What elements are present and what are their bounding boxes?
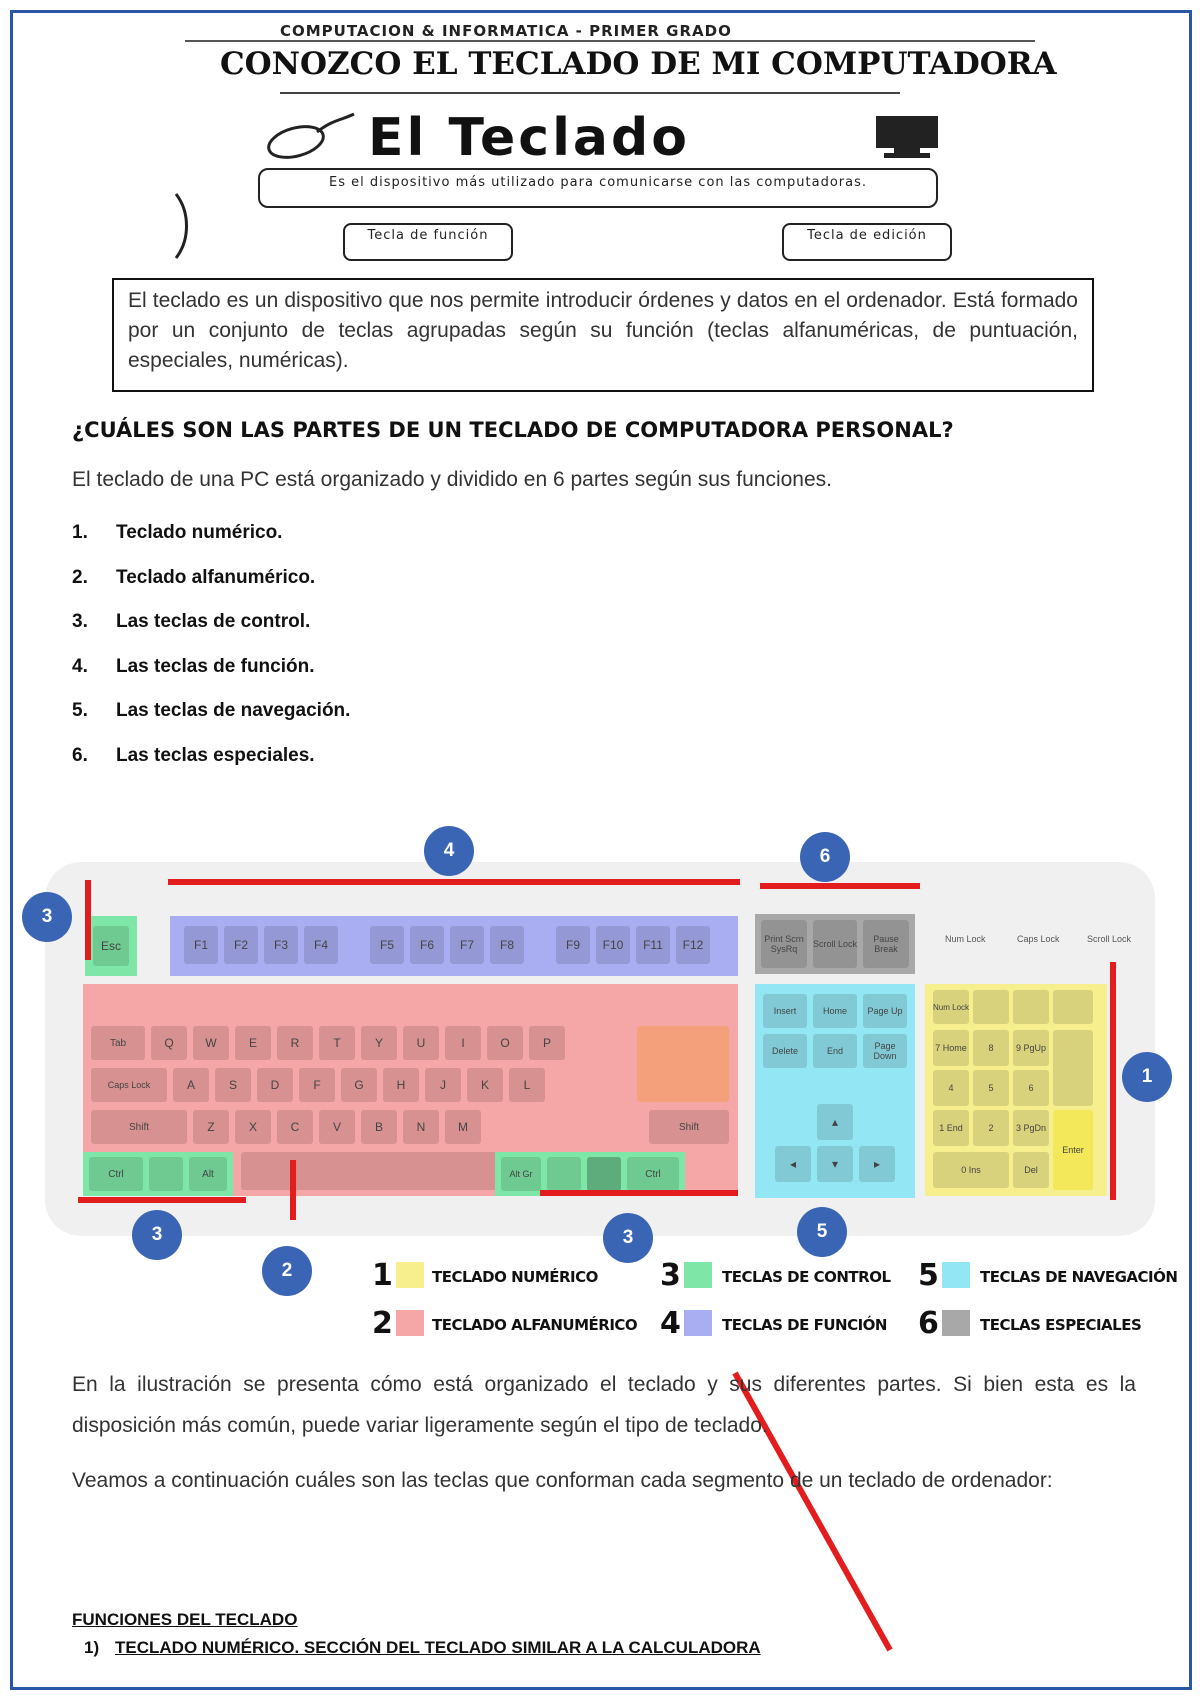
legend-swatch-special (942, 1310, 970, 1336)
edit-key-label: Tecla de edición (782, 223, 952, 261)
menu-key (587, 1157, 621, 1191)
special-keys-zone (755, 914, 915, 974)
list-item: 1. Teclado numérico. (72, 522, 283, 543)
numpad-enter-key: Enter (1053, 1110, 1093, 1190)
windows-key (149, 1157, 183, 1191)
numpad-7-key: 7 Home (933, 1030, 969, 1066)
p-key: P (529, 1026, 565, 1060)
a-key: A (173, 1068, 209, 1102)
bracket-mark (168, 192, 198, 262)
numpad-1-key: 1 End (933, 1110, 969, 1146)
q-key: Q (151, 1026, 187, 1060)
callout-circle: 3 (22, 892, 72, 942)
main-title: El Teclado (368, 108, 690, 168)
function-key-label: Tecla de función (343, 223, 513, 261)
numpad-2-key: 2 (973, 1110, 1009, 1146)
right-shift-key: Shift (649, 1110, 729, 1144)
legend-swatch-numeric (396, 1262, 424, 1288)
d-key: D (257, 1068, 293, 1102)
legend-label: TECLAS DE CONTROL (722, 1268, 891, 1286)
t-key: T (319, 1026, 355, 1060)
callout-circle: 6 (800, 832, 850, 882)
scroll-lock-indicator: Scroll Lock (1087, 934, 1132, 944)
monitor-icon (870, 114, 944, 160)
numpad-5-key: 5 (973, 1070, 1009, 1106)
arrow-down-key: ▾ (817, 1146, 853, 1182)
f11-key: F11 (636, 926, 670, 964)
list-item: 6. Las teclas especiales. (72, 744, 315, 766)
paragraph-segments: Veamos a continuación cuáles son las teclas que conforman cada segmento de un teclado de ordenador: (72, 1469, 1053, 1492)
pause-key: Pause Break (863, 920, 909, 968)
y-key: Y (361, 1026, 397, 1060)
b-key: B (361, 1110, 397, 1144)
marker-line (168, 879, 740, 885)
numpad-minus-key (1053, 990, 1093, 1024)
o-key: O (487, 1026, 523, 1060)
home-key: Home (813, 994, 857, 1028)
n-key: N (403, 1110, 439, 1144)
delete-key: Delete (763, 1034, 807, 1068)
left-shift-key: Shift (91, 1110, 187, 1144)
callout-circle: 1 (1122, 1052, 1172, 1102)
legend-label: TECLADO NUMÉRICO (432, 1268, 598, 1286)
legend-label: TECLAS DE NAVEGACIÓN (980, 1268, 1178, 1286)
print-screen-key: Print Scrn SysRq (761, 920, 807, 968)
left-ctrl-key: Ctrl (89, 1157, 143, 1191)
scroll-lock-key: Scroll Lock (813, 920, 857, 968)
h-key: H (383, 1068, 419, 1102)
list-item: 3. Las teclas de control. (72, 611, 311, 632)
list-item: 4. Las teclas de función. (72, 655, 315, 677)
keyboard-diagram (45, 862, 1155, 1236)
functions-item-number: 1) (84, 1638, 100, 1657)
s-key: S (215, 1068, 251, 1102)
legend-label: TECLAS DE FUNCIÓN (722, 1316, 887, 1334)
callout-circle: 3 (132, 1210, 182, 1260)
intro-box: El teclado es un dispositivo que nos permite introducir órdenes y datos en el ordenador. Está formado por un conjunto de teclas agrupadas según su función (teclas alfanuméricas, de puntuación, especiales, numéricas). (112, 278, 1094, 392)
c-key: C (277, 1110, 313, 1144)
arrow-up-key: ▴ (817, 1104, 853, 1140)
header-divider (185, 40, 1035, 42)
definition-box: Es el dispositivo más utilizado para comunicarse con las computadoras. (258, 168, 938, 208)
f3-key: F3 (264, 926, 298, 964)
tab-key: Tab (91, 1026, 145, 1060)
num-lock-key: Num Lock (933, 990, 969, 1024)
f1-key: F1 (184, 926, 218, 964)
numpad-4-key: 4 (933, 1070, 969, 1106)
f8-key: F8 (490, 926, 524, 964)
x-key: X (235, 1110, 271, 1144)
callout-circle: 2 (262, 1246, 312, 1296)
i-key: I (445, 1026, 481, 1060)
legend-swatch-control (684, 1262, 712, 1288)
page-up-key: Page Up (863, 994, 907, 1028)
f12-key: F12 (676, 926, 710, 964)
j-key: J (425, 1068, 461, 1102)
windows-key-right (547, 1157, 581, 1191)
course-header: COMPUTACION & INFORMATICA - PRIMER GRADO (280, 22, 732, 40)
arrow-left-key: ◂ (775, 1146, 811, 1182)
num-lock-indicator: Num Lock (945, 934, 986, 944)
section-heading: ¿CUÁLES SON LAS PARTES DE UN TECLADO DE COMPUTADORA PERSONAL? (72, 418, 954, 442)
f-key: F (299, 1068, 335, 1102)
list-item: 5. Las teclas de navegación. (72, 700, 351, 721)
r-key: R (277, 1026, 313, 1060)
alt-key: Alt (189, 1157, 227, 1191)
l-key: L (509, 1068, 545, 1102)
marker-line (760, 883, 920, 889)
f7-key: F7 (450, 926, 484, 964)
insert-key: Insert (763, 994, 807, 1028)
e-key: E (235, 1026, 271, 1060)
f4-key: F4 (304, 926, 338, 964)
callout-circle: 3 (603, 1213, 653, 1263)
f2-key: F2 (224, 926, 258, 964)
page-down-key: Page Down (863, 1034, 907, 1068)
functions-heading: FUNCIONES DEL TECLADO (72, 1610, 298, 1629)
numpad-0-key: 0 Ins (933, 1152, 1009, 1188)
f9-key: F9 (556, 926, 590, 964)
esc-zone (85, 916, 137, 976)
k-key: K (467, 1068, 503, 1102)
caps-lock-key: Caps Lock (91, 1068, 167, 1102)
caps-lock-indicator: Caps Lock (1017, 934, 1060, 944)
numpad-plus-key (1053, 1030, 1093, 1106)
legend-label: TECLAS ESPECIALES (980, 1316, 1142, 1334)
enter-key (637, 1026, 729, 1102)
parts-list (72, 522, 350, 789)
esc-key: Esc (93, 926, 129, 966)
list-item: 2. Teclado alfanumérico. (72, 566, 316, 588)
functions-item: TECLADO NUMÉRICO. SECCIÓN DEL TECLADO SIMILAR A LA CALCULADORA (115, 1638, 761, 1657)
end-key: End (813, 1034, 857, 1068)
numpad-9-key: 9 PgUp (1013, 1030, 1049, 1066)
w-key: W (193, 1026, 229, 1060)
marker-line (85, 880, 91, 960)
legend-swatch-navigation (942, 1262, 970, 1288)
v-key: V (319, 1110, 355, 1144)
navigation-zone (755, 984, 915, 1198)
callout-circle: 5 (797, 1207, 847, 1257)
spacebar-key (241, 1152, 511, 1190)
m-key: M (445, 1110, 481, 1144)
legend-swatch-function (684, 1310, 712, 1336)
f10-key: F10 (596, 926, 630, 964)
legend-label: TECLADO ALFANUMÉRICO (432, 1316, 638, 1334)
f6-key: F6 (410, 926, 444, 964)
numpad-3-key: 3 PgDn (1013, 1110, 1049, 1146)
numpad-8-key: 8 (973, 1030, 1009, 1066)
section-lead: El teclado de una PC está organizado y dividido en 6 partes según sus funciones. (72, 468, 832, 491)
marker-line (540, 1190, 738, 1196)
z-key: Z (193, 1110, 229, 1144)
paragraph-layout: En la ilustración se presenta cómo está organizado el teclado y sus diferentes partes. Si bien esta es la disposición más común, puede variar ligeramente según el tipo de teclado. (72, 1373, 1136, 1437)
arrow-right-key: ▸ (859, 1146, 895, 1182)
worksheet-title: CONOZCO EL TECLADO DE MI COMPUTADORA (220, 46, 1057, 82)
legend-swatch-alphanumeric (396, 1310, 424, 1336)
numpad-slash-key (973, 990, 1009, 1024)
numpad-6-key: 6 (1013, 1070, 1049, 1106)
mouse-icon (262, 110, 362, 160)
marker-line (1110, 962, 1116, 1200)
callout-circle: 4 (424, 826, 474, 876)
g-key: G (341, 1068, 377, 1102)
marker-line (78, 1197, 246, 1203)
left-control-zone (83, 1152, 233, 1196)
marker-line (290, 1160, 296, 1220)
title-underline (280, 92, 900, 94)
u-key: U (403, 1026, 439, 1060)
alt-gr-key: Alt Gr (501, 1157, 541, 1191)
f5-key: F5 (370, 926, 404, 964)
numeric-keypad-zone (925, 984, 1107, 1196)
numpad-del-key: Del (1013, 1152, 1049, 1188)
numpad-star-key (1013, 990, 1049, 1024)
function-keys-zone (170, 916, 738, 976)
right-ctrl-key: Ctrl (627, 1157, 679, 1191)
